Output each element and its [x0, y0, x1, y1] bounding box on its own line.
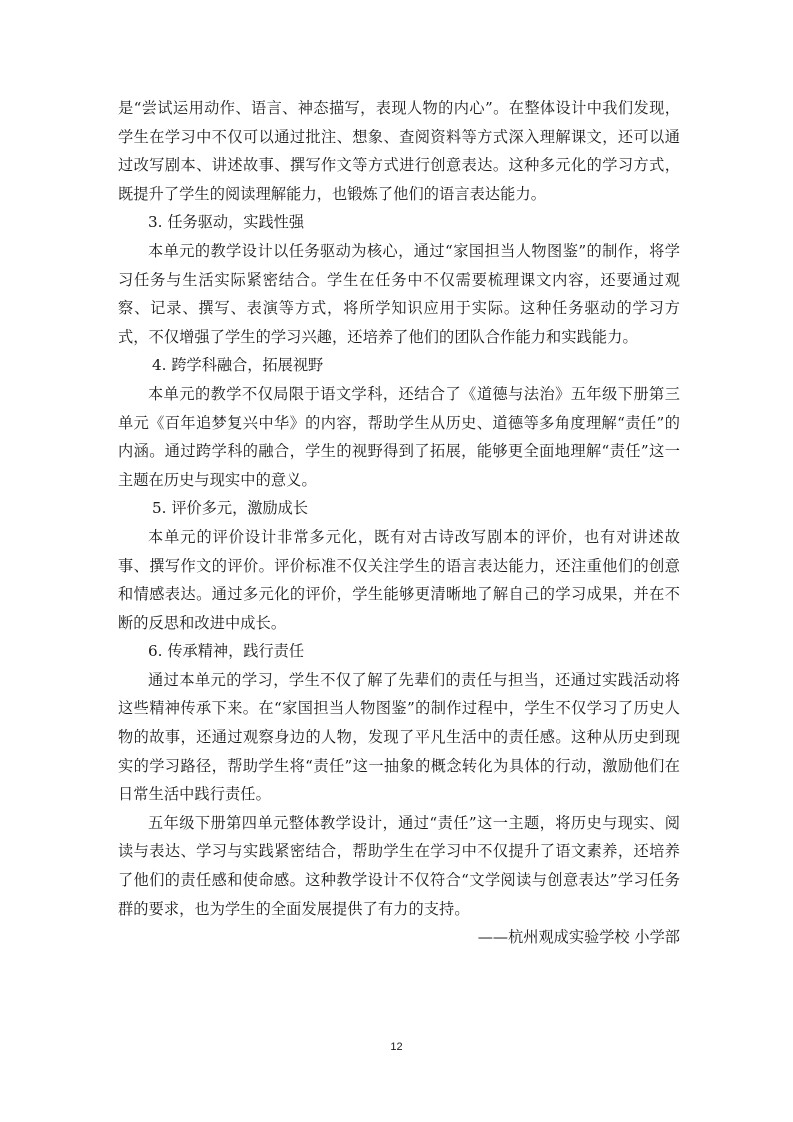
section-heading-6: 6. 传承精神，践行责任	[148, 642, 305, 661]
paragraph-evaluation: 本单元的评价设计非常多元化，既有对古诗改写剧本的评价，也有对讲述故事、撰写作文的评价。评价标准不仅关注学生的语言表达能力，还注重他们的创意和情感表达。通过多元化的评价，学生能够更清晰地了解自己的学习成果，并在不断的反思和改进中成长。	[118, 527, 680, 632]
document-body	[118, 94, 680, 952]
paragraph-inherit-spirit: 通过本单元的学习，学生不仅了解了先辈们的责任与担当，还通过实践活动将这些精神传承下来。在“家国担当人物图鉴”的制作过程中，学生不仅学习了历史人物的故事，还通过观察身边的人物，发现了平凡生活中的责任感。这种从历史到现实的学习路径，帮助学生将“责任”这一抽象的概念转化为具体的行动，激励他们在日常生活中践行责任。	[118, 670, 680, 804]
paragraph-interdisciplinary: 本单元的教学不仅局限于语文学科，还结合了《道德与法治》五年级下册第三单元《百年追梦复兴中华》的内容，帮助学生从历史、道德等多角度理解“责任”的内涵。通过跨学科的融合，学生的视野得到了拓展，能够更全面地理解“责任”这一主题在历史与现实中的意义。	[118, 384, 680, 489]
page-number: 12	[390, 1041, 403, 1053]
section-heading-4: 4. 跨学科融合，拓展视野	[152, 356, 324, 375]
paragraph-conclusion: 五年级下册第四单元整体教学设计，通过“责任”这一主题，将历史与现实、阅读与表达、学习与实践紧密结合，帮助学生在学习中不仅提升了语文素养，还培养了他们的责任感和使命感。这种教学设计不仅符合“文学阅读与创意表达”学习任务群的要求，也为学生的全面发展提供了有力的支持。	[118, 813, 680, 918]
paragraph-intro-continuation: 是“尝试运用动作、语言、神态描写，表现人物的内心”。在整体设计中我们发现，学生在学习中不仅可以通过批注、想象、查阅资料等方式深入理解课文，还可以通过改写剧本、讲述故事、撰写作文等方式进行创意表达。这种多元化的学习方式，既提升了学生的阅读理解能力，也锻炼了他们的语言表达能力。	[118, 99, 680, 203]
section-heading-5: 5. 评价多元，激励成长	[152, 499, 309, 518]
section-heading-3: 3. 任务驱动，实践性强	[148, 213, 305, 232]
paragraph-task-driven: 本单元的教学设计以任务驱动为核心，通过“家国担当人物图鉴”的制作，将学习任务与生活实际紧密结合。学生在任务中不仅需要梳理课文内容，还要通过观察、记录、撰写、表演等方式，将所学知识应用于实际。这种任务驱动的学习方式，不仅增强了学生的学习兴趣，还培养了他们的团队合作能力和实践能力。	[118, 241, 680, 346]
author-signature: ——杭州观成实验学校 小学部	[477, 928, 680, 947]
